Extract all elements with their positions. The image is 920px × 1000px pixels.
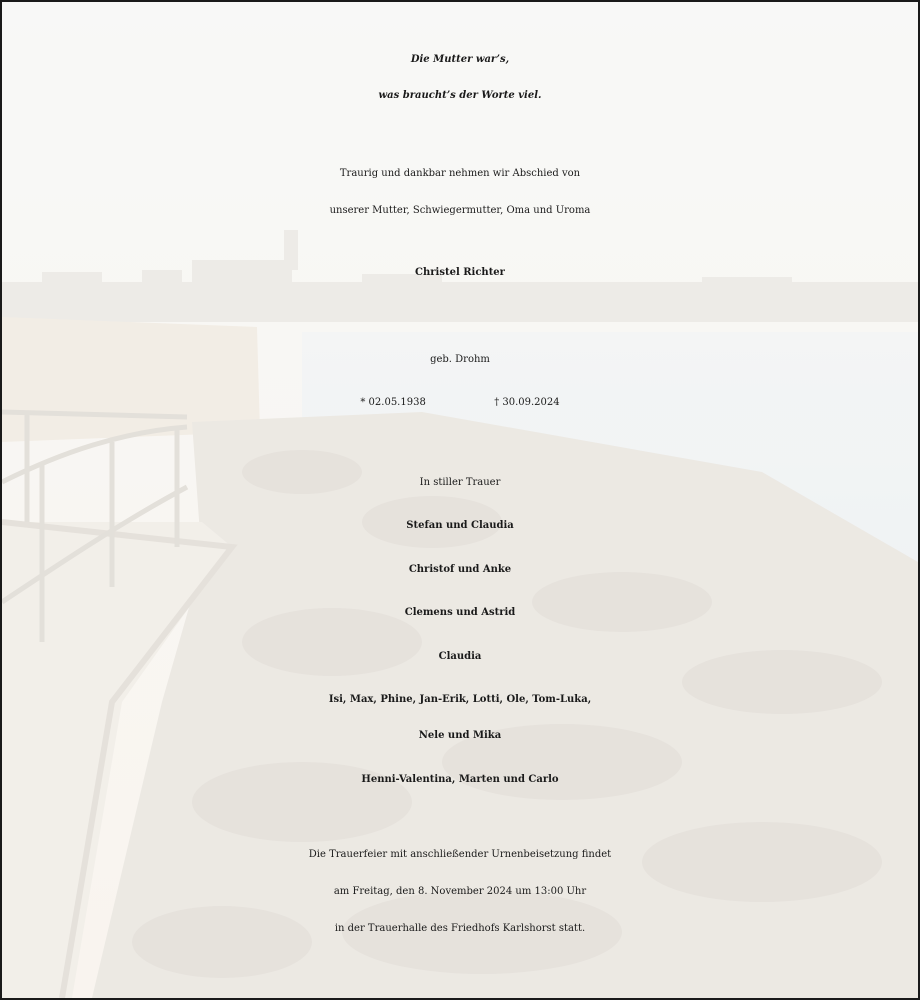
family-line: Henni-Valentina, Marten und Carlo xyxy=(361,774,559,785)
death-date: † 30.09.2024 xyxy=(494,397,560,408)
family-line: Nele und Mika xyxy=(418,730,502,741)
funeral-line-1: Die Trauerfeier mit anschließender Urnenbeisetzung findet xyxy=(308,849,612,860)
funeral-line-3: in der Trauerhalle des Friedhofs Karlshorst statt. xyxy=(334,923,586,934)
intro-line-2: unserer Mutter, Schwiegermutter, Oma und Uroma xyxy=(329,205,591,216)
family-line: Clemens und Astrid xyxy=(404,607,516,618)
motto-line-2: was braucht’s der Worte viel. xyxy=(378,90,542,101)
birth-date: * 02.05.1938 xyxy=(360,397,426,408)
family-line: Stefan und Claudia xyxy=(406,520,514,531)
mourning-line: In stiller Trauer xyxy=(419,477,501,488)
notice-content xyxy=(2,2,918,998)
family-line: Claudia xyxy=(438,651,482,662)
funeral-line-2: am Freitag, den 8. November 2024 um 13:00 Uhr xyxy=(333,886,587,897)
life-dates xyxy=(2,397,918,408)
family-line: Isi, Max, Phine, Jan-Erik, Lotti, Ole, Tom-Luka, xyxy=(328,694,592,705)
intro-line-1: Traurig und dankbar nehmen wir Abschied von xyxy=(339,168,581,179)
family-line: Christof und Anke xyxy=(408,564,512,575)
motto-line-1: Die Mutter war’s, xyxy=(410,54,510,65)
maiden-name: geb. Drohm xyxy=(430,354,490,365)
deceased-name: Christel Richter xyxy=(415,267,505,278)
